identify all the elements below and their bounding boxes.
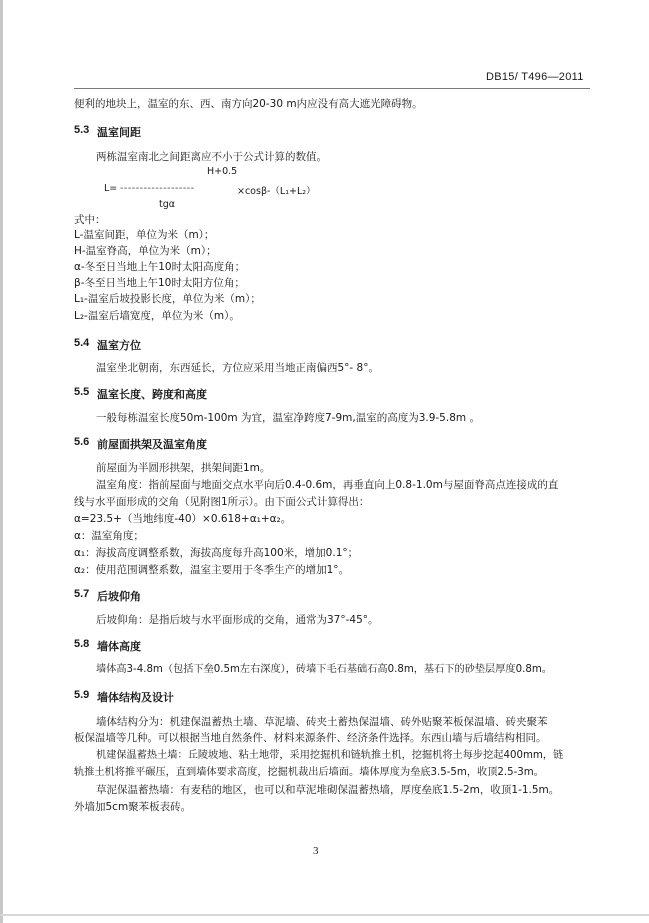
section-title: 墙体结构及设计	[97, 691, 174, 704]
section-text: 线与水平面形成的交角（见附图1所示）。由下面公式计算得出：	[74, 496, 370, 508]
header-rule	[74, 88, 590, 89]
section-text: 外墙加5cm聚苯板表砖。	[74, 801, 192, 813]
section-text: 轨推土机将推平碾压，直到墙体要求高度，挖掘机裁出后墙面。墙体厚度为垒底3.5-5m，收顶2.5-3m。	[74, 767, 544, 778]
section-text: 墙体结构分为：机建保温蓄热土墙、草泥墙、砖夹土蓄热保温墙、砖外贴聚苯板保温墙、砖夹聚苯	[96, 716, 548, 728]
definition-item: α：温室角度；	[74, 530, 144, 542]
section-text: 板保温墙等几种。可以根据当地自然条件、材料来源条件、经济条件选择。东西山墙与后墙结构相同。	[74, 732, 547, 744]
definition-item: L-温室间距，单位为米（m）；	[74, 229, 215, 241]
section-title: 温室长度、跨度和高度	[97, 388, 207, 401]
section-title: 温室间距	[97, 126, 141, 139]
scan-bottom-edge	[0, 914, 649, 916]
section-number: 5.4	[74, 337, 90, 349]
section-number: 5.7	[74, 588, 90, 600]
section-number: 5.5	[74, 386, 90, 398]
definition-item: L₁-温室后坡投影长度，单位为米（m）；	[74, 293, 261, 305]
section-text: 草泥保温蓄热墙：有麦秸的地区，也可以和草泥堆砌保温蓄热墙，厚度垒底1.5-2m，收顶1-1.5m。	[96, 784, 560, 796]
section-number: 5.6	[74, 436, 90, 448]
section-text: 两栋温室南北之间距离应不小于公式计算的数值。	[96, 151, 327, 163]
definition-item: H-温室脊高，单位为米（m）；	[74, 245, 217, 257]
section-text: 一般每栋温室长度50m-100m 为宜，温室净跨度7-9m,温室的高度为3.9-5.8m 。	[96, 412, 480, 424]
section-text: 机建保温蓄热土墙：丘陵坡地、粘土地带，采用挖掘机和链轨推土机，挖掘机将土每步挖起400mm，链	[96, 750, 564, 761]
section-number: 5.3	[74, 124, 90, 136]
standard-code: DB15/ T496—2011	[486, 71, 584, 83]
definition-item: α₂：使用范围调整系数，温室主要用于冬季生产的增加1°。	[74, 564, 350, 576]
section-number: 5.8	[74, 638, 90, 650]
section-number: 5.9	[74, 689, 90, 701]
formula-line: α=23.5+（当地纬度-40）×0.618+α₁+α₂。	[74, 513, 292, 525]
formula-lhs: L=	[104, 183, 118, 194]
intro-line: 便利的地块上，温室的东、西、南方向20-30 m内应没有高大遮光障碍物。	[74, 98, 423, 110]
section-title: 前屋面拱架及温室角度	[97, 438, 207, 451]
formula-numerator: H+0.5	[207, 166, 238, 177]
formula-denominator: tgα	[159, 199, 176, 210]
definition-item: L₂-温室后墙宽度，单位为米（m）。	[74, 310, 240, 322]
definition-item: α₁：海拔高度调整系数，海拔高度每升高100米，增加0.1°；	[74, 547, 359, 559]
definition-item: α-冬至日当地上午10时太阳高度角；	[74, 261, 246, 273]
scan-edge	[0, 0, 3, 923]
formula-fraction-bar: -------------------	[120, 183, 195, 194]
definition-item: β-冬至日当地上午10时太阳方位角；	[74, 277, 245, 289]
section-text: 温室角度：指前屋面与地面交点水平向后0.4-0.6m，再垂直向上0.8-1.0m与屋面脊高点连接成的直	[96, 479, 559, 491]
section-text: 墙体高3-4.8m（包括下垒0.5m左右深度），砖墙下毛石基础石高0.8m，基石下的砂垫层厚度0.8m。	[96, 664, 552, 675]
page-number: 3	[313, 845, 319, 857]
section-text: 前屋面为半圆形拱架，拱架间距1m。	[96, 462, 271, 474]
section-title: 墙体高度	[97, 640, 141, 653]
section-title: 温室方位	[97, 339, 141, 352]
formula-rhs: ×cosβ-（L₁+L₂）	[237, 186, 316, 197]
section-title: 后坡仰角	[97, 590, 141, 603]
section-text: 后坡仰角：是指后坡与水平面形成的交角，通常为37°-45°。	[96, 614, 379, 626]
section-text: 温室坐北朝南，东西延长，方位应采用当地正南偏西5°- 8°。	[96, 362, 379, 374]
where-label: 式中：	[74, 214, 106, 226]
